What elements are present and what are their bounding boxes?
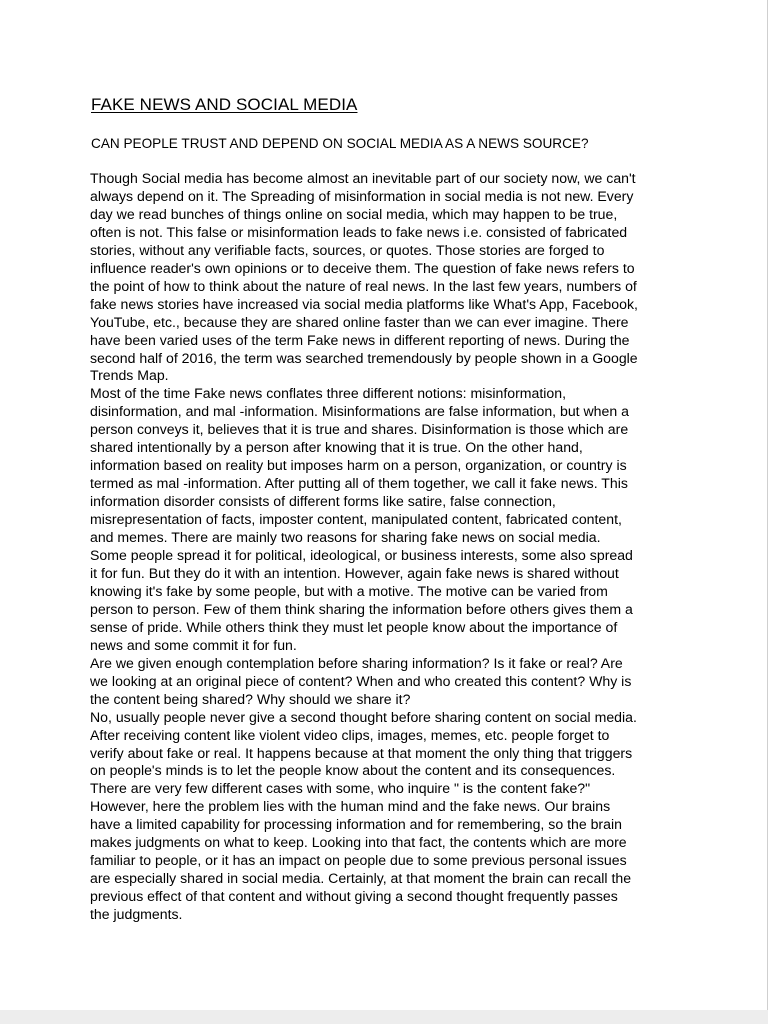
text-line: sense of pride. While others think they must let people know about the importance of (90, 618, 618, 635)
text-line: misrepresentation of facts, imposter content, manipulated content, fabricated content, (90, 511, 622, 528)
text-line: the content being shared? Why should we share it? (90, 690, 411, 707)
text-line: second half of 2016, the term was searched tremendously by people shown in a Google (90, 349, 638, 366)
text-line: we looking at an original piece of content? When and who created this content? Why is (90, 672, 632, 689)
text-line: information disorder consists of different forms like satire, false connection, (90, 493, 556, 510)
text-line: fake news stories have increased via social media platforms like What's App, Facebook, (90, 295, 638, 312)
text-line: termed as mal -information. After putting all of them together, we call it fake news. This (90, 475, 628, 492)
text-line: news and some commit it for fun. (90, 636, 297, 653)
text-line: often is not. This false or misinformation leads to fake news i.e. consisted of fabricated (90, 223, 628, 240)
text-line: stories, without any verifiable facts, sources, or quotes. Those stories are forged to (90, 241, 605, 258)
text-line: Most of the time Fake news conflates three different notions: misinformation, (90, 385, 567, 402)
text-line: day we read bunches of things online on social media, which may happen to be true, (90, 205, 618, 222)
body-paragraph-3 (90, 655, 750, 709)
text-line: information based on reality but imposes harm on a person, organization, or country is (90, 457, 627, 474)
text-line: However, here the problem lies with the human mind and the fake news. Our brains (90, 798, 611, 815)
text-line: YouTube, etc., because they are shared online faster than we can ever imagine. There (90, 313, 629, 330)
text-line: always depend on it. The Spreading of misinformation in social media is not new. Every (90, 187, 634, 204)
text-line: Trends Map. (90, 367, 169, 384)
text-line: on people's minds is to let the people know about the content and its consequences. (90, 762, 616, 779)
body-paragraph-1 (90, 170, 750, 385)
text-line: knowing it's fake by some people, but with a motive. The motive can be varied from (90, 582, 608, 599)
body-paragraph-4 (90, 709, 750, 924)
text-line: familiar to people, or it has an impact on people due to some previous personal issues (90, 852, 627, 869)
text-line: person to person. Few of them think sharing the information before others gives them a (90, 600, 633, 617)
text-line: influence reader's own opinions or to deceive them. The question of fake news refers to (90, 259, 635, 276)
page-bottom-band (0, 1010, 768, 1024)
text-line: No, usually people never give a second thought before sharing content on social media. (90, 708, 637, 725)
text-line: disinformation, and mal -information. Misinformations are false information, but when a (90, 403, 629, 420)
text-line: makes judgments on what to keep. Looking into that fact, the contents which are more (90, 834, 627, 851)
text-line: After receiving content like violent video clips, images, memes, etc. people forget to (90, 726, 610, 743)
text-line: shared intentionally by a person after knowing that it is true. On the other hand, (90, 439, 583, 456)
text-line: Though Social media has become almost an inevitable part of our society now, we can't (90, 170, 636, 186)
text-line: person conveys it, believes that it is true and shares. Disinformation is those which are (90, 421, 629, 438)
document-title: FAKE NEWS AND SOCIAL MEDIA (91, 95, 358, 114)
text-line: have been varied uses of the term Fake news in different reporting of news. During the (90, 331, 630, 348)
body-paragraph-2 (90, 385, 750, 654)
text-line: the judgments. (90, 906, 183, 923)
text-line: have a limited capability for processing information and for remembering, so the brain (90, 816, 622, 833)
text-line: previous effect of that content and without giving a second thought frequently passes (90, 888, 618, 905)
text-line: and memes. There are mainly two reasons for sharing fake news on social media. (90, 529, 601, 546)
text-line: the point of how to think about the nature of real news. In the last few years, numbers of (90, 277, 637, 294)
document-body (90, 170, 750, 924)
text-line: Some people spread it for political, ideological, or business interests, some also spread (90, 547, 633, 564)
document-subtitle: CAN PEOPLE TRUST AND DEPEND ON SOCIAL MEDIA AS A NEWS SOURCE? (91, 136, 589, 151)
text-line: verify about fake or real. It happens because at that moment the only thing that triggers (90, 744, 633, 761)
text-line: it for fun. But they do it with an intention. However, again fake news is shared without (90, 564, 619, 581)
text-line: are especially shared in social media. Certainly, at that moment the brain can recall the (90, 870, 632, 887)
text-line: There are very few different cases with some, who inquire " is the content fake?" (90, 780, 591, 797)
text-line: Are we given enough contemplation before sharing information? Is it fake or real? Are (90, 654, 623, 671)
